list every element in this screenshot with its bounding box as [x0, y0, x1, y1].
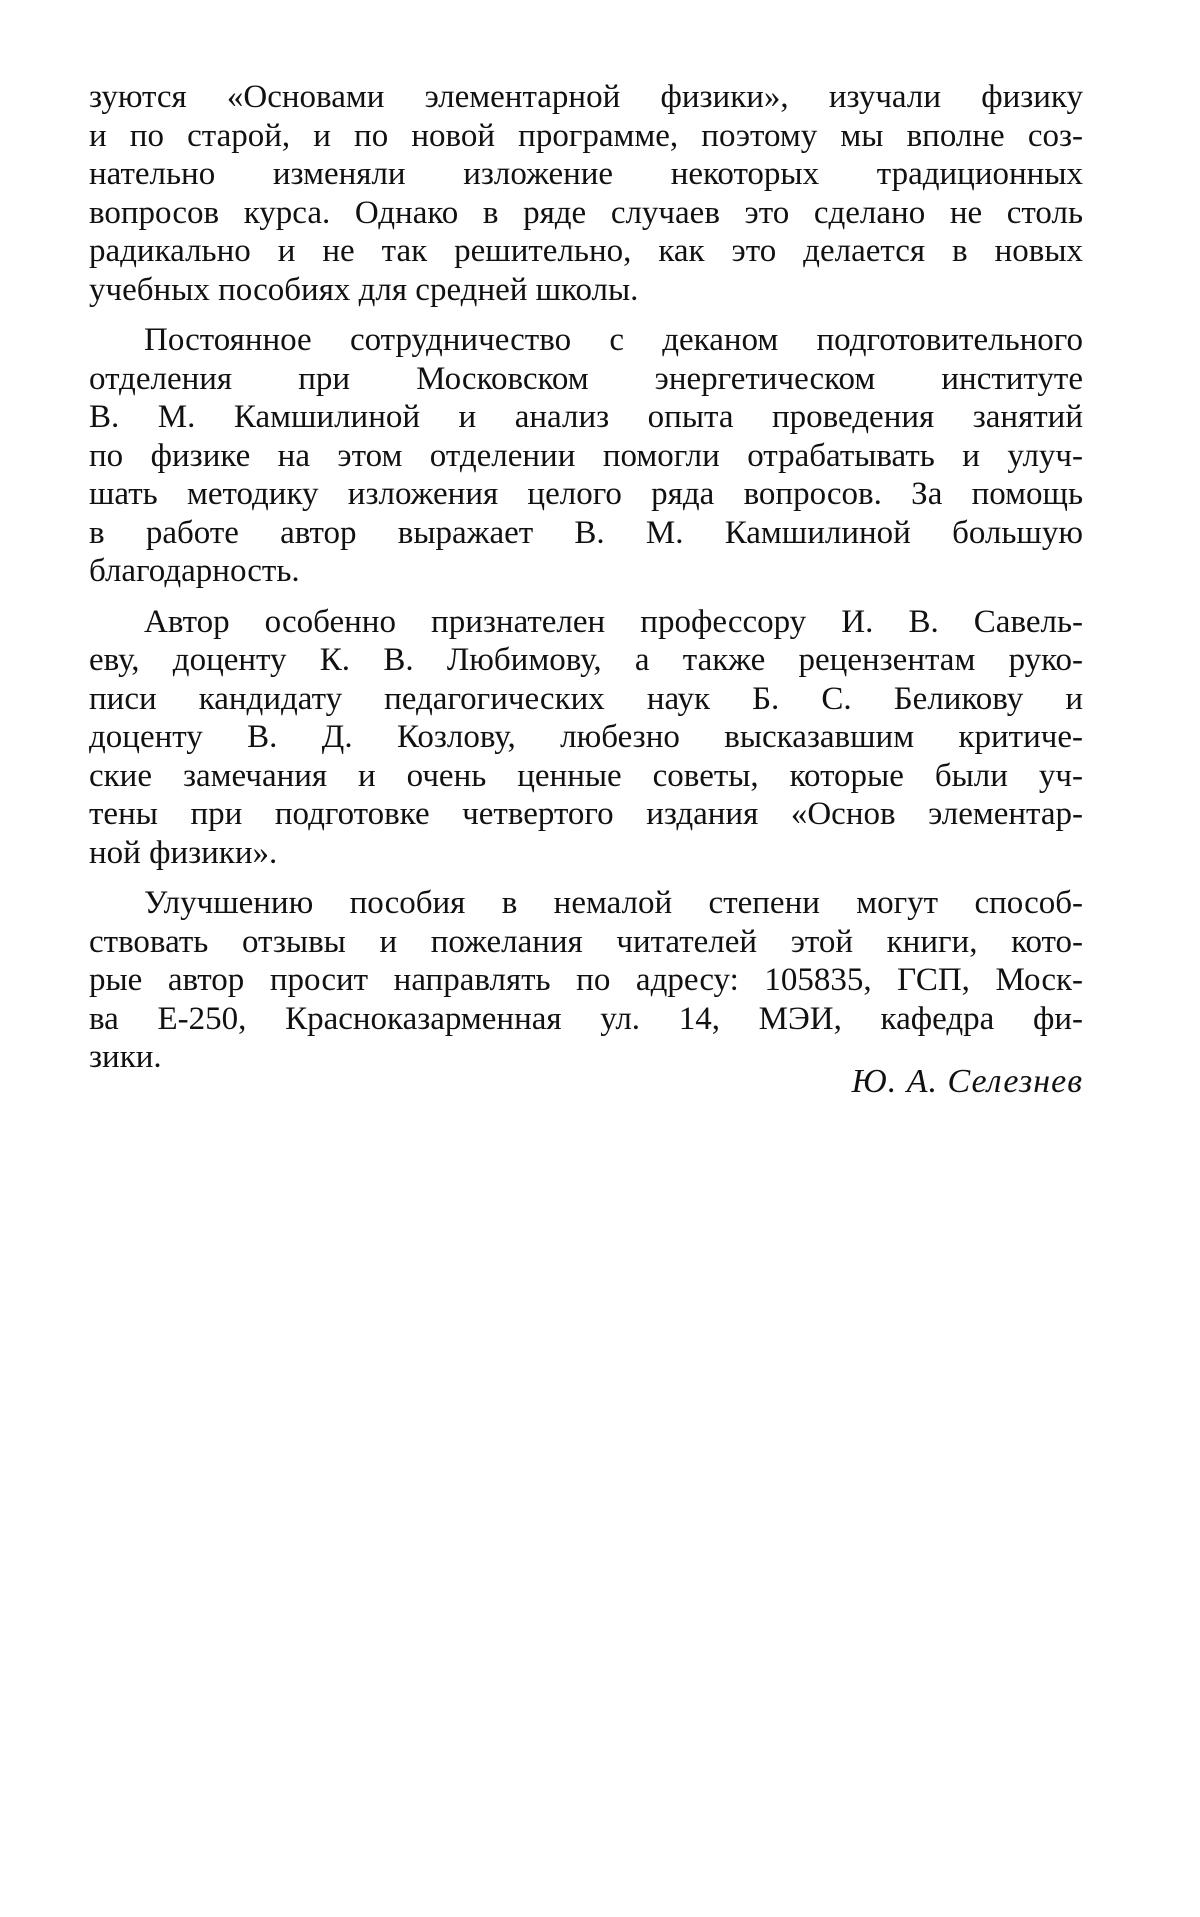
paragraph-2 — [89, 321, 1083, 591]
text-line: ские замечания и очень ценные советы, которые были уч- — [89, 757, 1083, 794]
text-line: благодарность. — [89, 553, 300, 589]
text-line: и по старой, и по новой программе, поэтому мы вполне соз- — [89, 117, 1083, 154]
paragraph-1 — [89, 78, 1083, 309]
text-line: отделения при Московском энергетическом институте — [89, 360, 1083, 397]
text-line: ва Е-250, Красноказарменная ул. 14, МЭИ, кафедра фи- — [89, 1000, 1083, 1037]
text-line: ной физики». — [89, 834, 278, 871]
paragraph-3 — [89, 603, 1083, 873]
body-text — [89, 78, 1083, 1089]
text-line: зики. — [89, 1039, 162, 1075]
text-line: по физике на этом отделении помогли отрабатывать и улуч- — [89, 437, 1083, 474]
text-line: ствовать отзывы и пожелания читателей этой книги, кото- — [89, 923, 1083, 960]
text-line: шать методику изложения целого ряда вопросов. За помощь — [89, 476, 1083, 512]
text-line: рые автор просит направлять по адресу: 105835, ГСП, Моск- — [89, 962, 1083, 998]
text-line: нательно изменяли изложение некоторых традиционных — [89, 156, 1083, 192]
text-line: В. М. Камшилиной и анализ опыта проведения занятий — [89, 399, 1083, 435]
author-signature: Ю. А. Селезнев — [851, 1063, 1083, 1100]
text-line: тены при подготовке четвертого издания «Основ элементар- — [89, 796, 1083, 832]
text-line: учебных пособиях для средней школы. — [89, 271, 639, 308]
text-line: Постоянное сотрудничество с деканом подготовительного — [144, 322, 1083, 358]
paragraph-4 — [89, 884, 1083, 1077]
text-line: радикально и не так решительно, как это делается в новых — [89, 233, 1083, 269]
text-line: в работе автор выражает В. М. Камшилиной большую — [89, 514, 1083, 551]
text-line: вопросов курса. Однако в ряде случаев это сделано не столь — [89, 194, 1083, 231]
text-line: зуются «Основами элементарной физики», изучали физику — [89, 79, 1083, 115]
text-line: Улучшению пособия в немалой степени могут способ- — [144, 885, 1083, 921]
text-line: доценту В. Д. Козлову, любезно высказавшим критиче- — [89, 719, 1083, 755]
text-line: Автор особенно признателен профессору И. В. Савель- — [144, 603, 1083, 640]
text-line: писи кандидату педагогических наук Б. С. Беликову и — [89, 680, 1083, 717]
text-line: еву, доценту К. В. Любимову, а также рецензентам руко- — [89, 642, 1083, 678]
